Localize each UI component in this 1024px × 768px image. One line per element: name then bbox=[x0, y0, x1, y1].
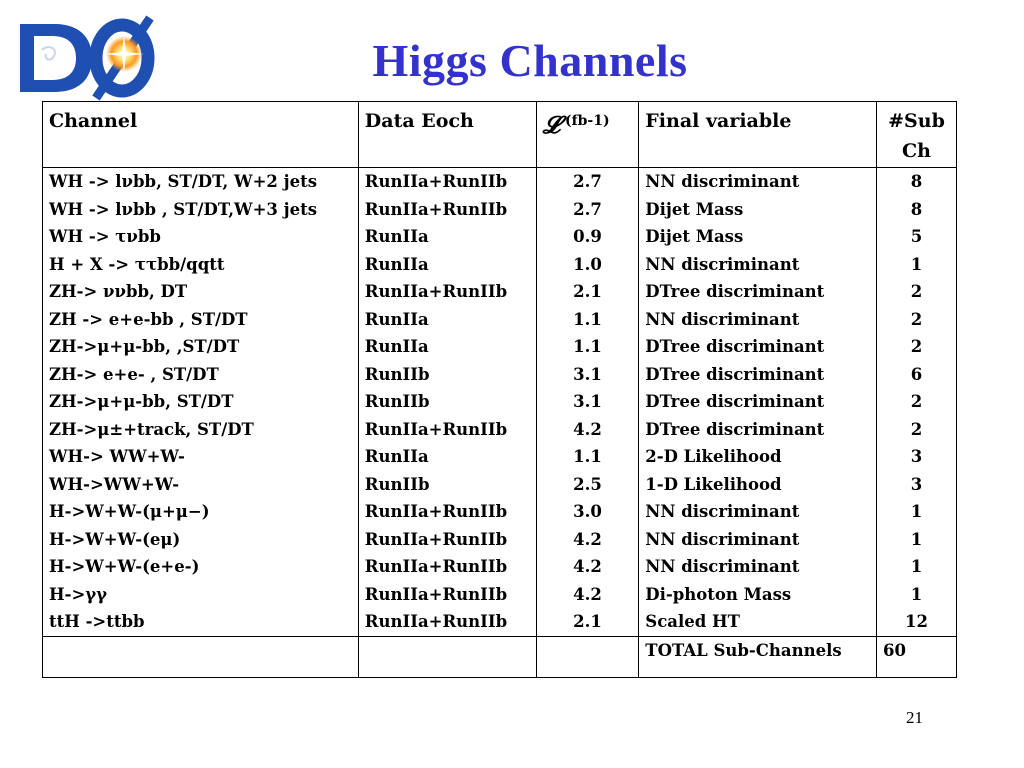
table-cell-final-variable: Scaled HT bbox=[645, 612, 740, 631]
table-cell-final-variable: DTree discriminant bbox=[645, 392, 825, 411]
total-empty-cell bbox=[536, 636, 639, 677]
luminosity-unit: (fb-1) bbox=[564, 113, 610, 129]
table-cell-data-epoch: RunIIb bbox=[364, 474, 430, 494]
total-empty-cell bbox=[43, 636, 359, 677]
table-cell-channel: ZH->μ±+track, ST/DT bbox=[49, 419, 254, 439]
table-cell-luminosity: 4.2 bbox=[573, 557, 602, 576]
table-cell-sub-channels: 6 bbox=[910, 364, 923, 384]
table-cell-sub-channels: 2 bbox=[910, 419, 923, 439]
table-cell-luminosity: 2.7 bbox=[573, 172, 602, 191]
table-cell-sub-channels: 5 bbox=[910, 227, 923, 246]
table-cell-channel: H->W+W-(e+e-) bbox=[49, 557, 200, 576]
table-cell-luminosity: 3.1 bbox=[573, 392, 602, 411]
table-cell-data-epoch: RunIIa+RunIIb bbox=[364, 172, 508, 191]
table-cell-channel: WH -> lνbb, ST/DT, W+2 jets bbox=[49, 172, 318, 191]
table-cell-sub-channels: 3 bbox=[910, 447, 923, 466]
luminosity-symbol: 𝓛 bbox=[542, 110, 561, 139]
table-cell-sub-channels: 8 bbox=[910, 172, 923, 191]
table-cell-data-epoch: RunIIa bbox=[364, 254, 429, 274]
table-cell-final-variable: NN discriminant bbox=[645, 502, 800, 521]
table-cell-luminosity: 4.2 bbox=[573, 584, 602, 604]
table-cell-data-epoch: RunIIb bbox=[364, 392, 430, 411]
table-cell-final-variable: NN discriminant bbox=[645, 172, 800, 191]
table-cell-sub-channels: 1 bbox=[910, 584, 923, 604]
table-cell-channel: H->W+W-(eμ) bbox=[49, 529, 181, 549]
table-cell-data-epoch: RunIIa+RunIIb bbox=[364, 529, 508, 549]
table-cell-channel: WH-> WW+W- bbox=[49, 447, 185, 466]
table-cell-channel: H + X -> ττbb/qqtt bbox=[49, 254, 225, 274]
table-cell-channel: WH -> lνbb , ST/DT,W+3 jets bbox=[49, 199, 318, 219]
table-cell-luminosity: 2.1 bbox=[573, 612, 602, 631]
table-cell-channel: WH -> τνbb bbox=[49, 227, 161, 246]
table-cell-data-epoch: RunIIa+RunIIb bbox=[364, 419, 508, 439]
table-cell-final-variable: NN discriminant bbox=[645, 557, 800, 576]
table-cell-luminosity: 1.0 bbox=[573, 254, 602, 274]
table-cell-luminosity: 3.1 bbox=[573, 364, 602, 384]
table-cell-data-epoch: RunIIa+RunIIb bbox=[364, 584, 508, 604]
table-cell-sub-channels: 12 bbox=[905, 612, 928, 631]
table-cell-final-variable: NN discriminant bbox=[645, 529, 800, 549]
header-luminosity bbox=[536, 102, 639, 168]
table-cell-channel: WH->WW+W- bbox=[49, 474, 180, 494]
table-cell-final-variable: NN discriminant bbox=[645, 309, 800, 329]
table-cell-data-epoch: RunIIa bbox=[364, 309, 429, 329]
table-cell-sub-channels: 2 bbox=[910, 282, 923, 301]
luminosity-column bbox=[536, 168, 639, 637]
table-cell-luminosity: 1.1 bbox=[573, 309, 602, 329]
total-value: 60 bbox=[877, 636, 957, 677]
table-cell-final-variable: DTree discriminant bbox=[645, 337, 825, 356]
table-cell-final-variable: DTree discriminant bbox=[645, 282, 825, 301]
table-cell-sub-channels: 1 bbox=[910, 254, 923, 274]
table-cell-sub-channels: 2 bbox=[910, 309, 923, 329]
sub-channel-column bbox=[877, 168, 957, 637]
table-header-row bbox=[43, 102, 957, 168]
table-cell-data-epoch: RunIIa+RunIIb bbox=[364, 557, 508, 576]
table-cell-sub-channels: 2 bbox=[910, 392, 923, 411]
table-cell-final-variable: DTree discriminant bbox=[645, 419, 825, 439]
table-cell-channel: ZH->μ+μ-bb, ,ST/DT bbox=[49, 337, 240, 356]
table-cell-data-epoch: RunIIa bbox=[364, 447, 429, 466]
table-cell-channel: ZH->μ+μ-bb, ST/DT bbox=[49, 392, 234, 411]
table-cell-channel: H->γγ bbox=[49, 584, 108, 604]
table-cell-sub-channels: 1 bbox=[910, 502, 923, 521]
channel-column bbox=[43, 168, 359, 637]
page-title: Higgs Channels bbox=[372, 35, 688, 86]
table-total-row bbox=[43, 636, 957, 677]
table-cell-final-variable: NN discriminant bbox=[645, 254, 800, 274]
table-cell-data-epoch: RunIIa+RunIIb bbox=[364, 282, 508, 301]
table-cell-luminosity: 4.2 bbox=[573, 419, 602, 439]
table-cell-sub-channels: 8 bbox=[910, 199, 923, 219]
table-cell-sub-channels: 1 bbox=[910, 529, 923, 549]
total-label: TOTAL Sub-Channels bbox=[639, 636, 877, 677]
table-body-row bbox=[43, 168, 957, 637]
table-cell-final-variable: DTree discriminant bbox=[645, 364, 825, 384]
table-cell-luminosity: 3.0 bbox=[573, 502, 602, 521]
table-cell-final-variable: Di-photon Mass bbox=[645, 584, 792, 604]
table-cell-luminosity: 1.1 bbox=[573, 337, 602, 356]
table-cell-final-variable: 1-D Likelihood bbox=[645, 474, 782, 494]
page-number: 21 bbox=[906, 708, 923, 727]
table-cell-channel: ZH-> ννbb, DT bbox=[49, 282, 188, 301]
table-cell-data-epoch: RunIIa+RunIIb bbox=[364, 502, 508, 521]
table-cell-data-epoch: RunIIa+RunIIb bbox=[364, 612, 508, 631]
table-cell-luminosity: 2.7 bbox=[573, 199, 602, 219]
table-cell-luminosity: 2.1 bbox=[573, 282, 602, 301]
table-cell-channel: ttH ->ttbb bbox=[49, 612, 145, 631]
table-cell-data-epoch: RunIIb bbox=[364, 364, 430, 384]
table-cell-luminosity: 0.9 bbox=[573, 227, 602, 246]
table-cell-final-variable: 2-D Likelihood bbox=[645, 447, 782, 466]
table-cell-data-epoch: RunIIa+RunIIb bbox=[364, 199, 508, 219]
header-sub-channels: #Sub Ch bbox=[877, 102, 957, 168]
table-cell-data-epoch: RunIIa bbox=[364, 227, 429, 246]
header-channel: Channel bbox=[43, 102, 359, 168]
total-empty-cell bbox=[358, 636, 536, 677]
table-cell-luminosity: 2.5 bbox=[573, 474, 602, 494]
table-cell-channel: ZH-> e+e- , ST/DT bbox=[49, 364, 219, 384]
data-epoch-column bbox=[358, 168, 536, 637]
table-cell-sub-channels: 1 bbox=[910, 557, 923, 576]
table-cell-luminosity: 4.2 bbox=[573, 529, 602, 549]
table-cell-channel: H->W+W-(μ+μ−) bbox=[49, 502, 210, 521]
table-cell-sub-channels: 2 bbox=[910, 337, 923, 356]
table-cell-luminosity: 1.1 bbox=[573, 447, 602, 466]
higgs-channels-table bbox=[42, 101, 957, 678]
table-cell-final-variable: Dijet Mass bbox=[645, 227, 744, 246]
final-variable-column bbox=[639, 168, 877, 637]
header-data-epoch: Data Eoch bbox=[358, 102, 536, 168]
header-final-variable: Final variable bbox=[639, 102, 877, 168]
table-cell-data-epoch: RunIIa bbox=[364, 337, 429, 356]
table-cell-channel: ZH -> e+e-bb , ST/DT bbox=[49, 309, 248, 329]
table-cell-final-variable: Dijet Mass bbox=[645, 199, 744, 219]
table-cell-sub-channels: 3 bbox=[910, 474, 923, 494]
